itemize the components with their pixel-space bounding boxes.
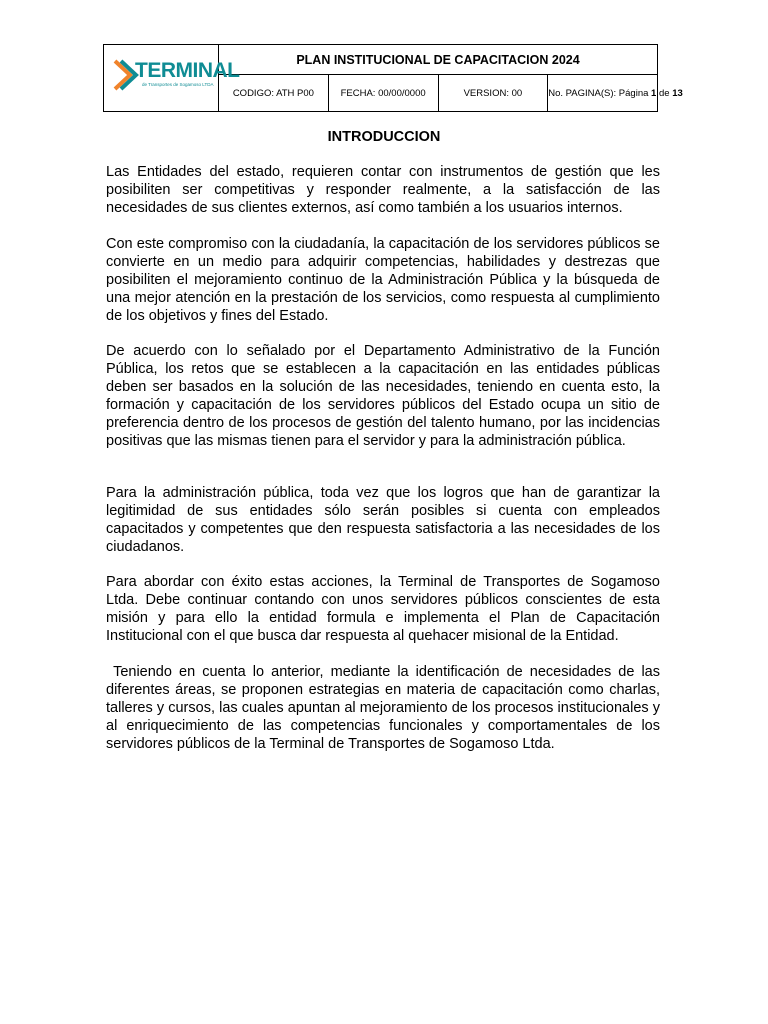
paragraph: Teniendo en cuenta lo anterior, mediante la identificación de necesidades de las diferentes áreas, se proponen estrategias en materia de capacitación como charlas, talleres y cursos, las cuales apuntan al mejoramiento de los procesos institucionales y al enriquecimiento de las competencias funcionales y comportamentales de los servidores públicos de la Terminal de Transportes de Sogamoso Ltda. bbox=[106, 664, 665, 752]
version-field: VERSION: 00 bbox=[438, 75, 548, 112]
page-of: de bbox=[656, 87, 673, 99]
fecha-field: FECHA: 00/00/0000 bbox=[328, 75, 438, 112]
codigo-field: CODIGO: ATH P00 bbox=[219, 75, 329, 112]
logo-brand-text: TERMINAL bbox=[135, 59, 240, 82]
logo-wordmark bbox=[135, 59, 240, 83]
document-header-table bbox=[103, 44, 683, 112]
page-current: 1 bbox=[651, 87, 657, 99]
page-prefix: No. PAGINA(S): Página bbox=[548, 87, 652, 99]
paragraph: Para la administración pública, toda vez que los logros que han de garantizar la legitimidad de sus entidades sólo serán posibles si cuenta con empleados capacitados y competentes que den respuesta satisfactoria a las necesidades de los ciudadanos. bbox=[106, 485, 660, 555]
paragraph: Las Entidades del estado, requieren contar con instrumentos de gestión que les posibiliten ser competitivas y responder realmente, a la satisfacción de las necesidades de sus clientes externos, así como también a los usuarios internos. bbox=[106, 164, 660, 216]
logo-cell bbox=[104, 45, 240, 112]
document-title: PLAN INSTITUCIONAL DE CAPACITACION 2024 bbox=[219, 45, 658, 75]
section-heading: INTRODUCCION bbox=[327, 129, 441, 145]
paragraph: Para abordar con éxito estas acciones, la Terminal de Transportes de Sogamoso Ltda. Debe continuar contando con unos servidores públicos conscientes de esta misión y para ello la entidad formula e implementa el Plan de Capacitación Institucional con el que busca dar respuesta al quehacer misional de la Entidad. bbox=[106, 574, 660, 644]
paragraph: De acuerdo con lo señalado por el Departamento Administrativo de la Función Pública, los retos que se establecen a la capacitación en las entidades públicas deben ser basados en la solución de las necesidades, teniendo en cuenta esto, la formación y capacitación de los servidores públicos del Estado ocupa un sitio de preferencia dentro de los procesos de gestión del talento humano, por las incidencias positivas que las mismas tienen para el servidor y para la administración pública. bbox=[106, 343, 660, 449]
paragraph: Con este compromiso con la ciudadanía, la capacitación de los servidores públicos se convierte en un medio para adquirir competencias, habilidades y destrezas que posibiliten el mejoramiento continuo de la Administración Pública y la búsqueda de una mejor atención en la prestación de los servicios, como respuesta al cumplimiento de los objetivos y fines del Estado. bbox=[106, 236, 660, 324]
terminal-logo bbox=[104, 45, 240, 111]
page-number-field bbox=[548, 75, 683, 112]
logo-subtitle: de Transportes de Sogamoso LTDA bbox=[142, 82, 214, 87]
page-total: 13 bbox=[672, 87, 683, 99]
